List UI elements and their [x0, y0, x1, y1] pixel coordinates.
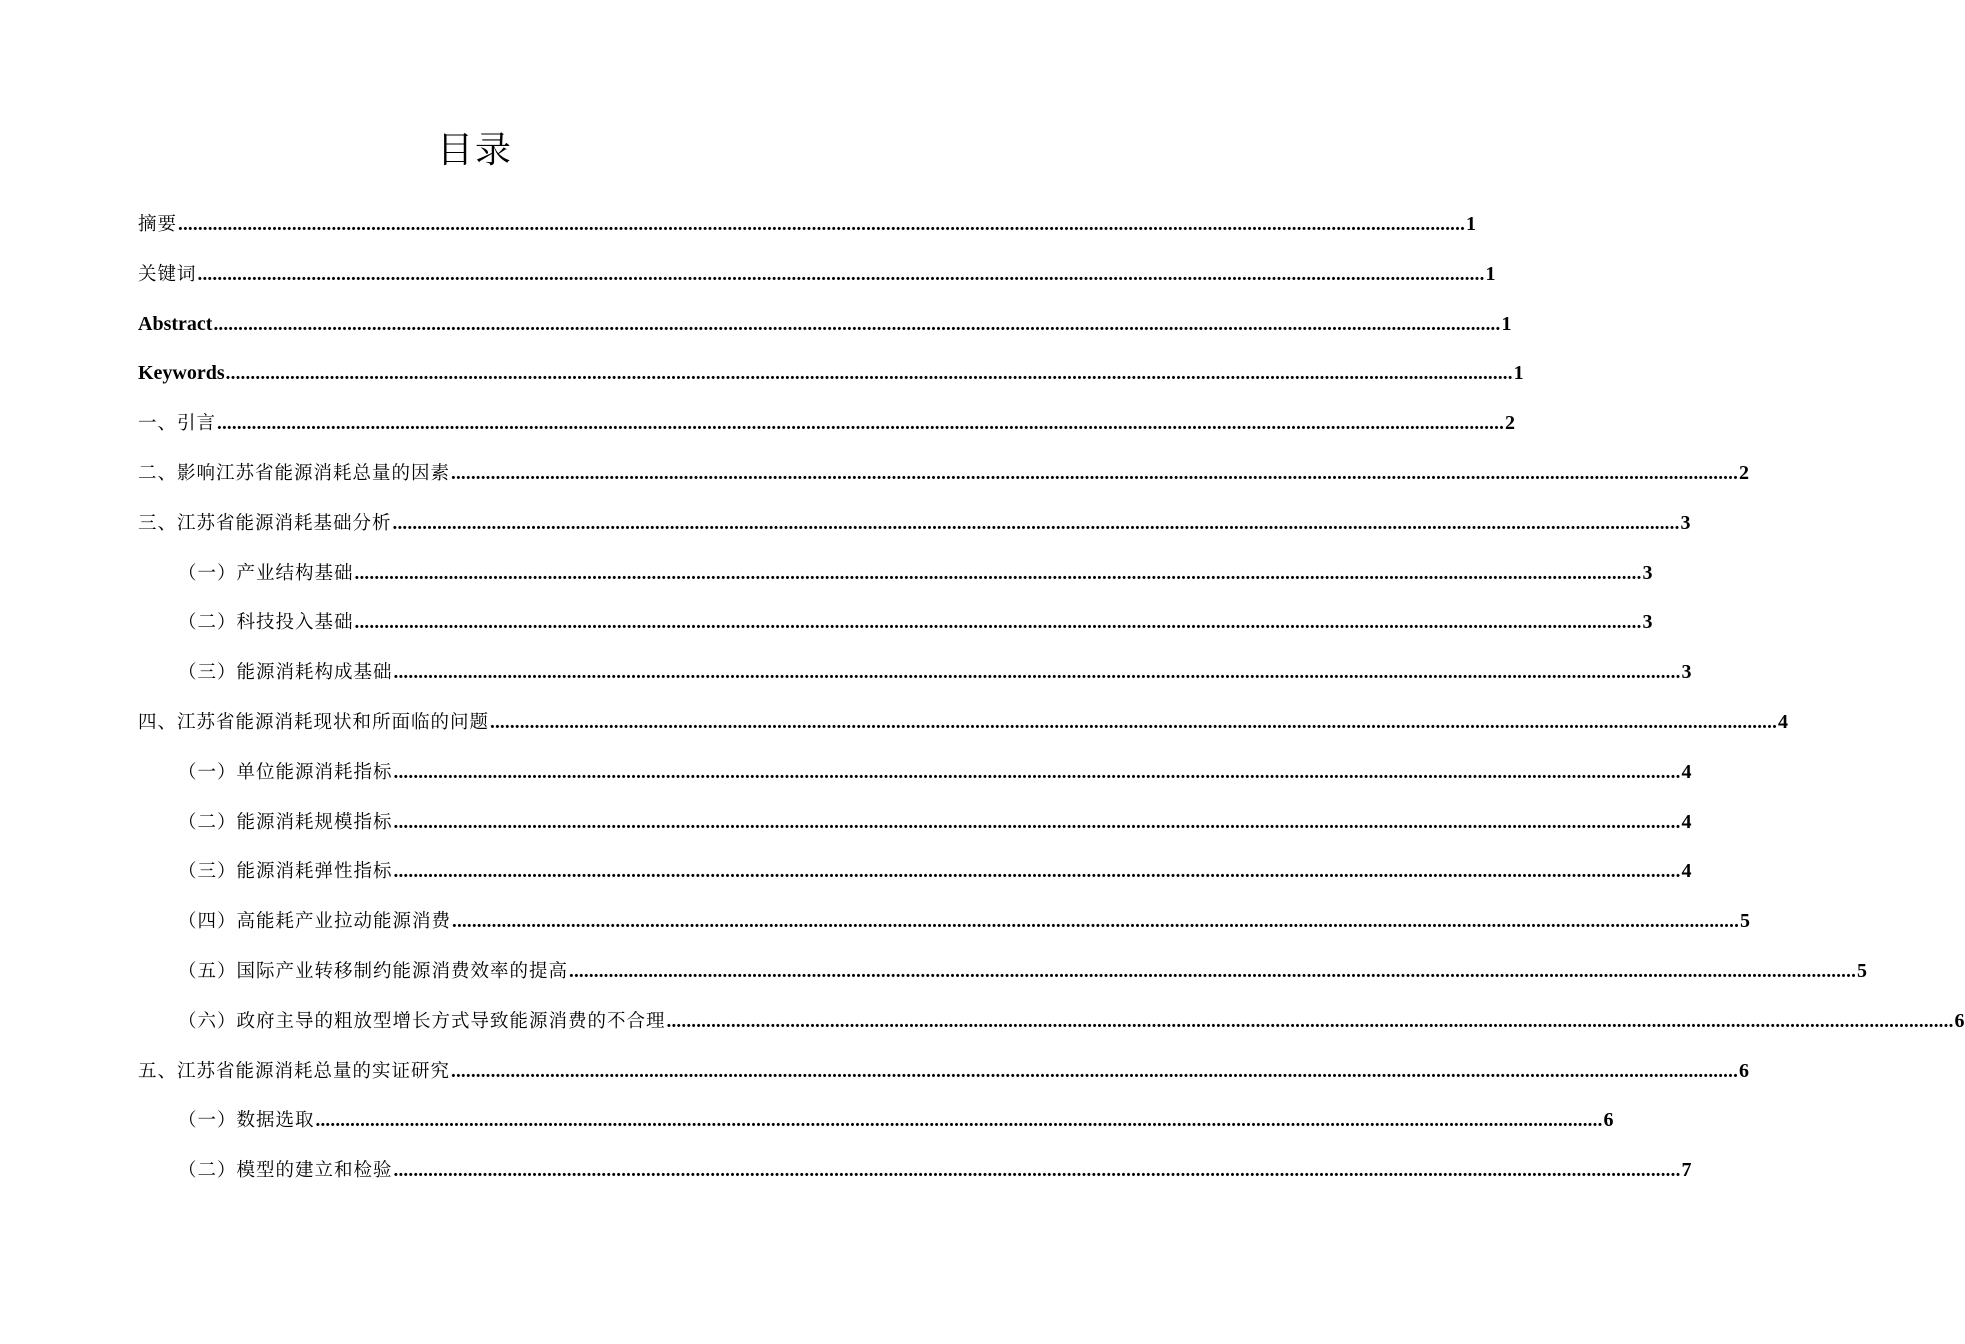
toc-entry[interactable]	[138, 1047, 1750, 1097]
toc-page-number: 3	[1642, 561, 1653, 584]
toc-entry-label: （二）科技投入基础	[178, 612, 354, 634]
toc-page-number: 3	[1680, 511, 1691, 534]
toc-dot-leader: ....................................................................................................................................................................................................................................................................	[452, 911, 1740, 933]
toc-entry-label: （六）政府主导的粗放型增长方式导致能源消费的不合理	[178, 1010, 666, 1032]
toc-page-number: 4	[1778, 710, 1789, 733]
toc-entry-label: 关键词	[138, 263, 197, 285]
toc-entry-label: 三、江苏省能源消耗基础分析	[138, 512, 392, 534]
toc-dot-leader: ....................................................................................................................................................................................................................................................................	[393, 761, 1681, 783]
table-of-contents	[138, 200, 1965, 1196]
toc-entry[interactable]	[138, 499, 1691, 549]
toc-entry-label: 一、引言	[138, 413, 217, 435]
toc-page-number: 3	[1642, 611, 1653, 634]
toc-entry[interactable]	[138, 947, 1868, 997]
toc-entry[interactable]	[138, 399, 1516, 449]
toc-entry-label: Abstract	[138, 312, 213, 335]
toc-entry-label: （三）能源消耗构成基础	[178, 662, 393, 684]
toc-page-number: 1	[1501, 312, 1512, 335]
toc-entry[interactable]	[138, 250, 1496, 300]
toc-entry[interactable]	[138, 1096, 1614, 1146]
toc-entry[interactable]	[138, 1146, 1692, 1196]
toc-entry-label: （一）数据选取	[178, 1110, 315, 1132]
toc-entry[interactable]	[138, 847, 1692, 897]
toc-entry[interactable]	[138, 598, 1653, 648]
toc-entry-label: 四、江苏省能源消耗现状和所面临的问题	[138, 711, 490, 733]
toc-page-number: 4	[1681, 810, 1692, 833]
toc-page-number: 6	[1603, 1109, 1614, 1132]
toc-entry-label: （四）高能耗产业拉动能源消费	[178, 911, 452, 933]
toc-page-number: 6	[1739, 1059, 1750, 1082]
page-title: 目录	[436, 130, 513, 171]
toc-entry[interactable]	[138, 798, 1692, 848]
toc-page-number: 3	[1681, 661, 1692, 684]
toc-dot-leader: ....................................................................................................................................................................................................................................................................	[569, 960, 1857, 982]
toc-dot-leader: ....................................................................................................................................................................................................................................................................	[354, 562, 1642, 584]
toc-entry[interactable]	[138, 300, 1512, 350]
toc-entry[interactable]	[138, 349, 1524, 399]
toc-dot-leader: ....................................................................................................................................................................................................................................................................	[393, 861, 1681, 883]
toc-dot-leader: ....................................................................................................................................................................................................................................................................	[393, 1160, 1681, 1182]
toc-page-number: 1	[1485, 262, 1496, 285]
toc-dot-leader: ....................................................................................................................................................................................................................................................................	[451, 462, 1739, 484]
toc-page-number: 6	[1954, 1009, 1965, 1032]
toc-page-number: 1	[1466, 213, 1477, 235]
toc-page-number: 7	[1681, 1159, 1692, 1182]
toc-dot-leader: ....................................................................................................................................................................................................................................................................	[490, 711, 1778, 733]
toc-dot-leader: ....................................................................................................................................................................................................................................................................	[393, 662, 1681, 684]
toc-entry-label: 摘要	[138, 214, 178, 235]
toc-dot-leader: ....................................................................................................................................................................................................................................................................	[315, 1110, 1603, 1132]
toc-entry[interactable]	[138, 549, 1653, 599]
toc-dot-leader: ....................................................................................................................................................................................................................................................................	[178, 214, 1466, 235]
toc-dot-leader: ....................................................................................................................................................................................................................................................................	[392, 512, 1680, 534]
toc-entry[interactable]	[138, 449, 1750, 499]
toc-entry-label: Keywords	[138, 362, 225, 385]
toc-dot-leader: ....................................................................................................................................................................................................................................................................	[213, 313, 1501, 335]
toc-page-number: 4	[1681, 860, 1692, 883]
toc-entry-label: （一）产业结构基础	[178, 562, 354, 584]
toc-page-number: 5	[1740, 910, 1751, 933]
toc-dot-leader: ....................................................................................................................................................................................................................................................................	[197, 263, 1485, 285]
toc-dot-leader: ....................................................................................................................................................................................................................................................................	[393, 811, 1681, 833]
toc-entry-label: 五、江苏省能源消耗总量的实证研究	[138, 1060, 451, 1082]
toc-entry[interactable]	[138, 748, 1692, 798]
toc-entry[interactable]	[138, 897, 1751, 947]
toc-dot-leader: ....................................................................................................................................................................................................................................................................	[354, 612, 1642, 634]
toc-entry-label: （三）能源消耗弹性指标	[178, 861, 393, 883]
toc-entry-label: （二）模型的建立和检验	[178, 1160, 393, 1182]
toc-dot-leader: ....................................................................................................................................................................................................................................................................	[225, 363, 1513, 385]
toc-page-number: 2	[1505, 412, 1516, 435]
toc-page-number: 1	[1513, 362, 1524, 385]
toc-dot-leader: ....................................................................................................................................................................................................................................................................	[666, 1010, 1954, 1032]
toc-entry[interactable]	[138, 698, 1789, 748]
toc-entry[interactable]	[138, 648, 1692, 698]
toc-entry-label: （五）国际产业转移制约能源消费效率的提高	[178, 960, 569, 982]
toc-entry[interactable]	[138, 200, 1477, 250]
toc-page-number: 5	[1857, 959, 1868, 982]
toc-entry-label: 二、影响江苏省能源消耗总量的因素	[138, 462, 451, 484]
toc-entry[interactable]	[138, 997, 1965, 1047]
toc-entry-label: （一）单位能源消耗指标	[178, 761, 393, 783]
toc-dot-leader: ....................................................................................................................................................................................................................................................................	[217, 413, 1505, 435]
toc-page-number: 2	[1739, 461, 1750, 484]
toc-entry-label: （二）能源消耗规模指标	[178, 811, 393, 833]
toc-dot-leader: ....................................................................................................................................................................................................................................................................	[451, 1060, 1739, 1082]
toc-page-number: 4	[1681, 760, 1692, 783]
